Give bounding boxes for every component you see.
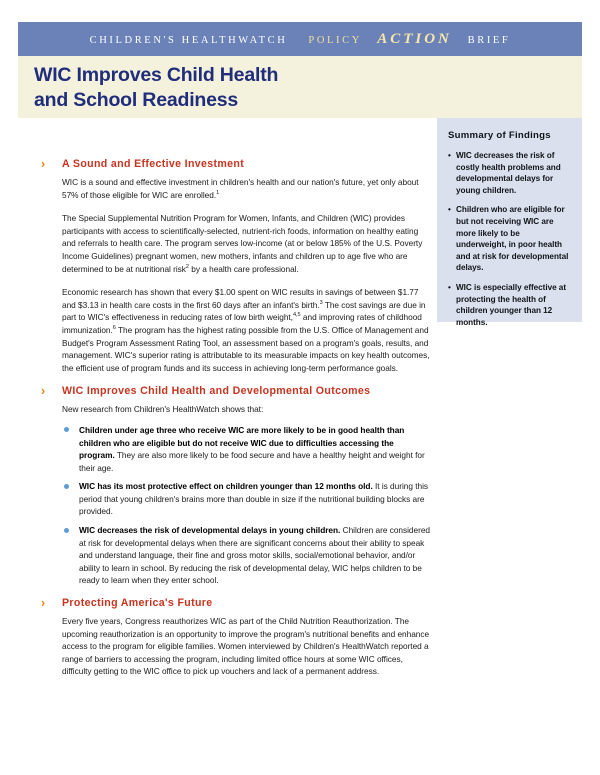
list-item (62, 524, 430, 587)
summary-list (448, 150, 572, 328)
summary-item-text: Children who are eligible for but not receiving WIC are more likely to be underweight, in poor health and at risk for developmental delays. (456, 205, 569, 273)
list-item (448, 282, 572, 328)
paragraph-text-cont: The cost savings are due in part to WIC's effectiveness in reducing rates of low birth weight, (62, 299, 426, 323)
section-heading (40, 597, 430, 609)
bullet-dot-icon: • (448, 205, 451, 215)
paragraph: New research from Children's HealthWatch shows that: (62, 404, 264, 415)
finding-bold-text: WIC decreases the risk of developmental delays in young children. (79, 525, 341, 536)
finding-bold-text: Children under age three who receive WIC are more likely to be in good health than children who are eligible but do not receive WIC due to difficulties accessing the program. (79, 424, 405, 461)
banner-text (90, 31, 511, 48)
section-improves-outcomes (40, 385, 430, 587)
banner-organization: CHILDREN'S HEALTHWATCH (89, 34, 288, 46)
list-item (448, 150, 572, 196)
banner-brief-label: BRIEF (467, 34, 511, 46)
paragraph-text: Economic research has shown that every $1.00 spent on WIC results in savings of between $1.77 and $3.13 in health care costs in the first 60 days after an infant's birth. (62, 287, 419, 310)
document-banner (18, 22, 582, 56)
page-title-line-1: WIC Improves Child Health (34, 64, 279, 86)
footnote-ref: 4,5 (292, 312, 301, 319)
finding-bold-text: WIC has its most protective effect on children younger than 12 months old. (79, 481, 373, 492)
paragraph (40, 286, 430, 374)
finding-text: It is during this period that young children's brains more than double in size if the nutritional building blocks are provided. (79, 481, 429, 517)
main-content (40, 158, 430, 689)
page-title (34, 63, 454, 113)
footnote-ref: 3 (319, 299, 323, 306)
paragraph-text: The Special Supplemental Nutrition Program for Women, Infants, and Children (WIC) provides participants with access to scientifically-selected, nutrient-rich foods, information on healthy eating and referrals to health care. The program serves low-income (at or below 185% of the U.S. Poverty Income Guidelines) pregnant women, new mothers, infants and children up to age five who are determined to be at nutritional risk (62, 213, 423, 274)
finding-text: Children are considered at risk for developmental delays when there are significant concerns about their ability to speak and understand language, their fine and gross motor skills, social/emotional behavior, and/or ability to learn in school. By reducing the risk of developmental delay, WIC helps children to be ready to learn when they enter school. (79, 525, 431, 586)
title-block (18, 56, 582, 118)
list-item (62, 480, 430, 518)
section-heading-text: Protecting America's Future (62, 597, 213, 610)
paragraph-text-cont: The program has the highest rating possible from the U.S. Office of Management and Budget's Program Assessment Rating Tool, an assessment based on a program's goals, results, and management. WIC's superior rating is attributable to its measurable impacts on key health outcomes, the efficient use of program funds and its success in achieving long-term performance goals. (62, 324, 430, 373)
summary-of-findings-box (437, 118, 582, 327)
section-heading-text: A Sound and Effective Investment (62, 158, 245, 170)
chevron-right-icon: › (41, 596, 46, 611)
banner-action-label: ACTION (377, 30, 452, 47)
page-title-line-2: and School Readiness (34, 89, 239, 111)
paragraph-text-cont: and improving rates of childhood immunization. (62, 312, 422, 335)
paragraph (40, 212, 430, 275)
paragraph-text-cont: by a health care professional. (189, 263, 299, 274)
list-item (62, 424, 430, 474)
chevron-right-icon: › (41, 157, 46, 171)
bullet-dot-icon (64, 528, 69, 533)
banner-policy-label: POLICY (308, 34, 362, 46)
summary-heading: Summary of Findings (448, 130, 551, 141)
footnote-ref: 1 (216, 189, 220, 196)
footnote-ref: 2 (185, 263, 189, 270)
finding-text: They are also more likely to be food secure and have a healthy height and weight for their age. (79, 450, 425, 473)
section-heading (40, 158, 430, 170)
footnote-ref: 6 (112, 325, 116, 332)
findings-list (40, 424, 430, 587)
summary-item-text: WIC is especially effective at protecting the health of children younger than 12 months. (456, 282, 566, 327)
bullet-dot-icon: • (448, 151, 451, 160)
bullet-dot-icon: • (448, 282, 451, 292)
section-heading (40, 385, 430, 397)
bullet-dot-icon (64, 484, 69, 489)
bullet-dot-icon (64, 427, 69, 432)
section-protecting-americas-future (40, 597, 430, 678)
paragraph (40, 176, 430, 201)
paragraph: Every five years, Congress reauthorizes WIC as part of the Child Nutrition Reauthorization. The upcoming reauthorization is an opportunity to improve the program's nutritional benefits and enhance access to the program for eligible families. Women interviewed by Children's HealthWatch reported a range of barriers to accessing the program, including limited office hours at some WIC offices, difficulty getting to the WIC office to pick up vouchers and lack of a permanent address. (62, 616, 430, 677)
summary-item-text: WIC decreases the risk of costly health problems and developmental delays for young children. (456, 151, 561, 195)
list-item (448, 204, 572, 274)
section-sound-effective-investment (40, 158, 430, 374)
section-heading-text: WIC Improves Child Health and Developmental Outcomes (62, 385, 371, 398)
paragraph-text: WIC is a sound and effective investment in children's health and our nation's future, yet only about 57% of those eligible for WIC are enrolled. (62, 177, 419, 200)
chevron-right-icon: › (41, 384, 46, 399)
